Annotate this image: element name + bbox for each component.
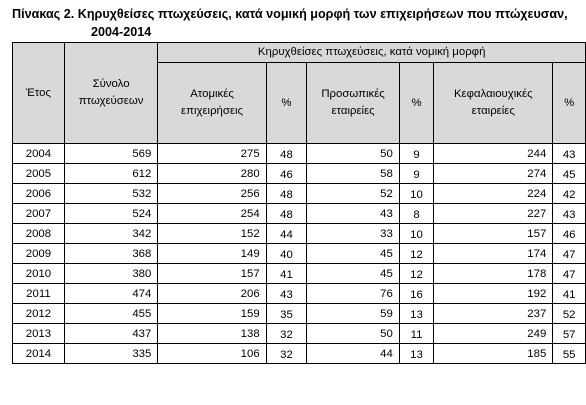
cell-capital: 274 <box>434 164 553 184</box>
header-personal: Προσωπικές εταιρείες <box>307 63 400 144</box>
cell-personal-pct: 12 <box>399 244 433 264</box>
cell-personal-pct: 12 <box>399 264 433 284</box>
table-row <box>13 184 586 204</box>
cell-total: 569 <box>64 144 158 164</box>
header-personal-pct: % <box>399 63 433 144</box>
cell-capital-pct: 43 <box>553 204 586 224</box>
cell-total: 335 <box>64 344 158 364</box>
cell-capital: 244 <box>434 144 553 164</box>
cell-personal-pct: 11 <box>399 324 433 344</box>
bankruptcies-table <box>12 42 586 364</box>
cell-personal-pct: 9 <box>399 144 433 164</box>
table-title-line1: Πίνακας 2. Κηρυχθείσες πτωχεύσεις, κατά νομική μορφή των επιχειρήσεων που πτώχευσαν, <box>12 7 568 21</box>
cell-capital: 227 <box>434 204 553 224</box>
cell-capital-pct: 47 <box>553 244 586 264</box>
header-group: Κηρυχθείσες πτωχεύσεις, κατά νομική μορφή <box>158 43 586 63</box>
table-row <box>13 224 586 244</box>
cell-year: 2011 <box>13 284 65 304</box>
cell-capital: 185 <box>434 344 553 364</box>
cell-personal: 50 <box>307 324 400 344</box>
cell-sole-pct: 35 <box>266 304 307 324</box>
cell-capital: 224 <box>434 184 553 204</box>
header-year: Έτος <box>13 43 65 144</box>
cell-sole-pct: 32 <box>266 324 307 344</box>
cell-capital: 178 <box>434 264 553 284</box>
table-title-years: 2004-2014 <box>91 25 152 39</box>
cell-year: 2012 <box>13 304 65 324</box>
table-row <box>13 144 586 164</box>
cell-year: 2005 <box>13 164 65 184</box>
cell-sole: 280 <box>158 164 266 184</box>
cell-sole-pct: 40 <box>266 244 307 264</box>
table-title <box>12 5 586 41</box>
header-sole: Ατομικές επιχειρήσεις <box>158 63 266 144</box>
cell-personal-pct: 13 <box>399 304 433 324</box>
cell-sole: 149 <box>158 244 266 264</box>
table-row <box>13 304 586 324</box>
cell-total: 368 <box>64 244 158 264</box>
cell-capital-pct: 55 <box>553 344 586 364</box>
table-row <box>13 164 586 184</box>
cell-year: 2007 <box>13 204 65 224</box>
cell-sole: 275 <box>158 144 266 164</box>
cell-personal-pct: 9 <box>399 164 433 184</box>
cell-sole: 138 <box>158 324 266 344</box>
cell-total: 455 <box>64 304 158 324</box>
cell-sole-pct: 48 <box>266 144 307 164</box>
table-body <box>13 144 586 364</box>
table-row <box>13 284 586 304</box>
cell-total: 474 <box>64 284 158 304</box>
cell-sole: 106 <box>158 344 266 364</box>
cell-personal-pct: 16 <box>399 284 433 304</box>
cell-year: 2014 <box>13 344 65 364</box>
cell-sole-pct: 32 <box>266 344 307 364</box>
cell-personal: 52 <box>307 184 400 204</box>
cell-personal-pct: 13 <box>399 344 433 364</box>
cell-total: 524 <box>64 204 158 224</box>
cell-capital: 237 <box>434 304 553 324</box>
table-row <box>13 324 586 344</box>
cell-year: 2013 <box>13 324 65 344</box>
cell-year: 2008 <box>13 224 65 244</box>
cell-capital: 174 <box>434 244 553 264</box>
cell-year: 2006 <box>13 184 65 204</box>
cell-capital-pct: 42 <box>553 184 586 204</box>
cell-capital-pct: 46 <box>553 224 586 244</box>
cell-capital-pct: 52 <box>553 304 586 324</box>
cell-personal: 50 <box>307 144 400 164</box>
cell-sole-pct: 44 <box>266 224 307 244</box>
header-capital-pct: % <box>553 63 586 144</box>
cell-personal-pct: 8 <box>399 204 433 224</box>
cell-total: 612 <box>64 164 158 184</box>
cell-personal: 45 <box>307 244 400 264</box>
table-row <box>13 244 586 264</box>
cell-personal: 33 <box>307 224 400 244</box>
cell-capital-pct: 41 <box>553 284 586 304</box>
cell-sole: 206 <box>158 284 266 304</box>
cell-personal: 44 <box>307 344 400 364</box>
cell-sole: 152 <box>158 224 266 244</box>
cell-sole-pct: 48 <box>266 204 307 224</box>
cell-personal: 45 <box>307 264 400 284</box>
cell-capital: 249 <box>434 324 553 344</box>
cell-capital-pct: 47 <box>553 264 586 284</box>
cell-personal-pct: 10 <box>399 224 433 244</box>
cell-sole-pct: 46 <box>266 164 307 184</box>
cell-personal-pct: 10 <box>399 184 433 204</box>
header-sole-pct: % <box>266 63 307 144</box>
cell-sole-pct: 48 <box>266 184 307 204</box>
cell-capital-pct: 45 <box>553 164 586 184</box>
cell-sole: 254 <box>158 204 266 224</box>
cell-capital: 157 <box>434 224 553 244</box>
cell-sole: 157 <box>158 264 266 284</box>
cell-personal: 59 <box>307 304 400 324</box>
cell-personal: 43 <box>307 204 400 224</box>
cell-sole-pct: 41 <box>266 264 307 284</box>
cell-year: 2010 <box>13 264 65 284</box>
header-capital: Κεφαλαιουχικές εταιρείες <box>434 63 553 144</box>
cell-sole: 256 <box>158 184 266 204</box>
cell-capital: 192 <box>434 284 553 304</box>
cell-personal: 58 <box>307 164 400 184</box>
cell-total: 380 <box>64 264 158 284</box>
cell-personal: 76 <box>307 284 400 304</box>
cell-capital-pct: 43 <box>553 144 586 164</box>
header-total: Σύνολο πτωχεύσεων <box>64 43 158 144</box>
cell-sole-pct: 43 <box>266 284 307 304</box>
cell-total: 342 <box>64 224 158 244</box>
table-row <box>13 344 586 364</box>
cell-total: 437 <box>64 324 158 344</box>
cell-year: 2004 <box>13 144 65 164</box>
table-row <box>13 204 586 224</box>
cell-year: 2009 <box>13 244 65 264</box>
table-row <box>13 264 586 284</box>
cell-total: 532 <box>64 184 158 204</box>
cell-capital-pct: 57 <box>553 324 586 344</box>
cell-sole: 159 <box>158 304 266 324</box>
